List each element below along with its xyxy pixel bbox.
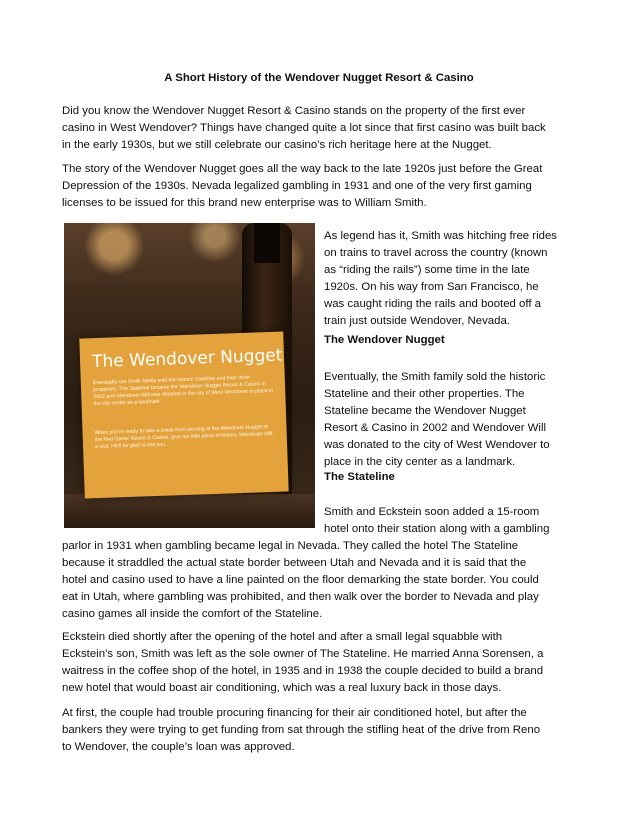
text-line: 1920s. On his way from San Francisco, he (324, 281, 539, 293)
text-line: licenses to be issued for this brand new enterprise was to William Smith. (62, 197, 427, 209)
table-surface (64, 494, 315, 528)
text-line: Stateline and their other properties. The (324, 388, 525, 400)
text-line: parlor in 1931 when gambling became legal in Nevada. They called the hotel The Stateline (62, 540, 519, 552)
text-line: casino in West Wendover? Things have changed quite a lot since that first casino was built back (62, 122, 546, 134)
text-line: because it straddled the actual state border between Utah and Nevada and it is said that the (62, 557, 527, 569)
wendover-nugget-photo (64, 223, 315, 528)
text-line: Eckstein died shortly after the opening of the hotel and after a small legal squabble with (62, 631, 503, 643)
text-line: Did you know the Wendover Nugget Resort & Casino stands on the property of the first ever (62, 105, 526, 117)
text-line: Stateline became the Wendover Nugget (324, 405, 526, 417)
eckstein-paragraph (62, 629, 577, 697)
placard-card (79, 331, 288, 498)
text-line: casino games all inside the comfort of the Stateline. (62, 608, 323, 620)
heading-wendover-nugget: The Wendover Nugget (324, 334, 445, 346)
text-line: to Wendover, the couple’s loan was approved. (62, 741, 295, 753)
text-line: train just outside Wendover, Nevada. (324, 315, 510, 327)
document-title: A Short History of the Wendover Nugget Resort & Casino (164, 72, 474, 84)
intro-paragraph (62, 103, 577, 154)
text-line: As legend has it, Smith was hitching free rides (324, 230, 557, 242)
bottle-neck (254, 223, 280, 263)
text-line: Eventually, the Smith family sold the historic (324, 371, 546, 383)
text-line: place in the city center as a landmark. (324, 456, 516, 468)
placard-text-2: When you’re ready to take a break from winning at the Wendover Nugget or the Red Garter Resort & Casino, give our little piece of history, Wendover Will, a visit. He’ll be glad to see you. (94, 424, 274, 451)
legend-paragraph (324, 228, 574, 330)
text-line: was donated to the city of West Wendover to (324, 439, 550, 451)
text-line: bankers they were trying to get funding from sat through the stifling heat of the drive from Reno (62, 724, 541, 736)
text-line: The story of the Wendover Nugget goes all the way back to the late 1920s just before the Great (62, 163, 543, 175)
story-paragraph (62, 161, 577, 212)
text-line: new hotel that would boast air conditioning, which was a real luxury back in those days. (62, 682, 502, 694)
placard-title: The Wendover Nugget (91, 345, 283, 373)
text-line: At first, the couple had trouble procuring financing for their air conditioned hotel, but after the (62, 707, 527, 719)
text-line: Depression of the 1930s. Nevada legalized gambling in 1931 and one of the very first gaming (62, 180, 532, 192)
text-line: in the early 1930s, but we still celebrate our casino’s rich heritage here at the Nugget. (62, 139, 492, 151)
stateline-column-text (324, 504, 574, 538)
financing-paragraph (62, 705, 577, 756)
nugget-paragraph (324, 369, 574, 471)
text-line: Resort & Casino in 2002 and Wendover Will (324, 422, 547, 434)
text-line: eat in Utah, where gambling was prohibited, and then walk over the border to Nevada and play (62, 591, 539, 603)
text-line: Eckstein’s son, Smith was left as the sole owner of The Stateline. He married Anna Sorensen, a (62, 648, 544, 660)
text-line: hotel and casino used to have a line painted on the floor demarking the state border. You could (62, 574, 539, 586)
text-line: hotel onto their station along with a gambling (324, 523, 550, 535)
stateline-paragraph (62, 538, 577, 623)
heading-stateline: The Stateline (324, 471, 395, 483)
text-line: waitress in the coffee shop of the hotel, in 1935 and in 1938 the couple decided to build a brand (62, 665, 544, 677)
text-line: as “riding the rails”) some time in the late (324, 264, 530, 276)
text-line: Smith and Eckstein soon added a 15-room (324, 506, 540, 518)
text-line: was caught riding the rails and booted off a (324, 298, 541, 310)
placard-text: Eventually, the Smith family sold the historic Stateline and their other properties. The Stateline became the Wendover Nugget Resort & Casino in 2002 and Wendover Will was donated to the city of West Wendover to place in the city center as a landmark. (92, 374, 274, 408)
text-line: on trains to travel across the country (known (324, 247, 548, 259)
